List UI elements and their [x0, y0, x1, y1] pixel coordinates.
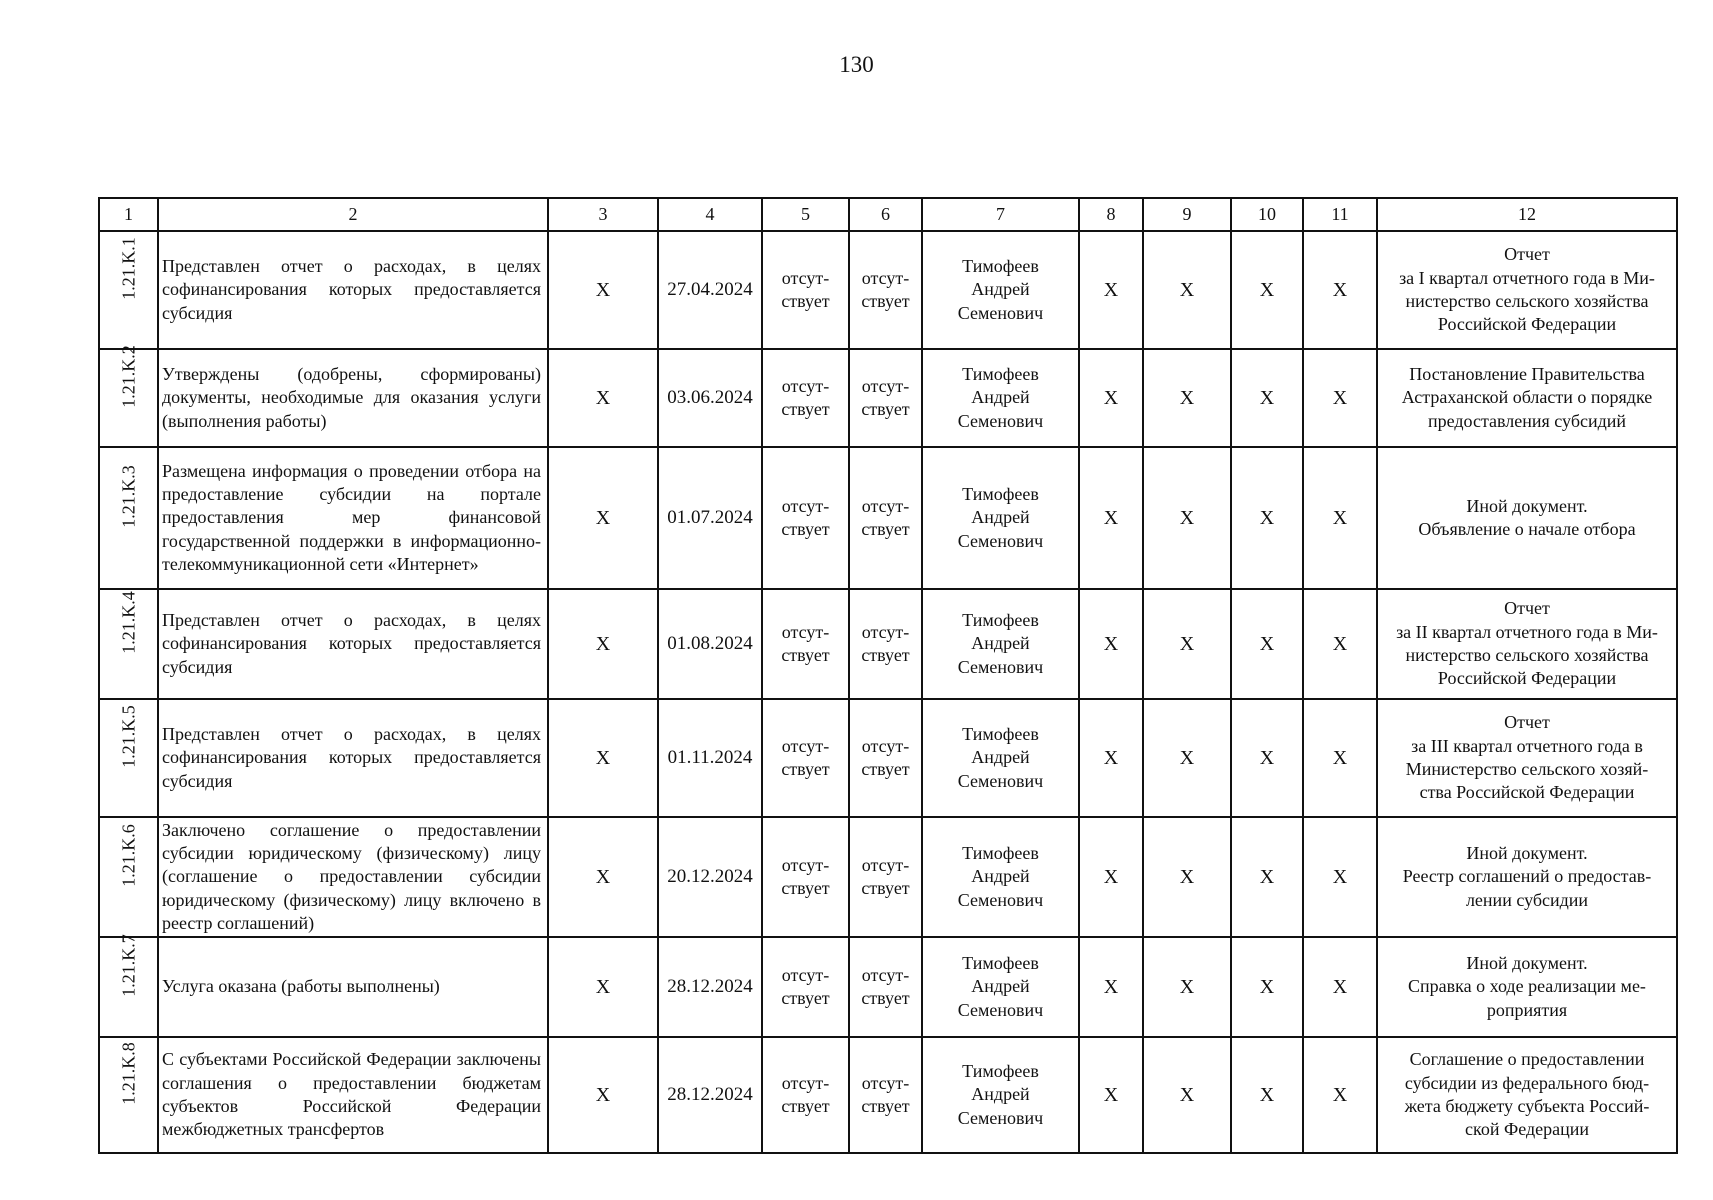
responsible-line: Андрей [971, 507, 1030, 528]
row-id-cell [99, 934, 158, 1037]
row-id: 1.21.K.4 [117, 591, 138, 654]
col9-cell: X [1143, 349, 1231, 447]
responsible-cell [922, 447, 1079, 589]
document-line: роприятия [1486, 999, 1568, 1020]
col11-cell: X [1303, 231, 1377, 349]
header-col-12: 12 [1377, 198, 1677, 231]
row-id-cell [99, 231, 158, 349]
document-line: нистерство сельского хозяйства [1405, 291, 1649, 311]
row-id: 1.21.K.1 [117, 237, 138, 300]
responsible-line: Семенович [957, 410, 1044, 431]
responsible-cell [922, 937, 1079, 1037]
col11-cell: X [1303, 349, 1377, 447]
responsible-line: Семенович [957, 770, 1044, 791]
header-col-2: 2 [158, 198, 548, 231]
table-row [99, 349, 1677, 447]
plan-table-container [98, 197, 1676, 1154]
responsible-line: Тимофеев [962, 842, 1039, 863]
col8-cell: X [1079, 447, 1143, 589]
description-cell: Услуга оказана (работы выполнены) [158, 937, 548, 1037]
col8-cell: X [1079, 349, 1143, 447]
col3-cell: X [548, 231, 658, 349]
responsible-line: Андрей [971, 633, 1030, 654]
date-cell: 27.04.2024 [658, 231, 762, 349]
col10-cell: X [1231, 1037, 1303, 1153]
document-line: Иной документ. [1466, 952, 1588, 973]
responsible-line: Андрей [971, 866, 1030, 887]
table-row [99, 937, 1677, 1037]
document-line: Постановление Правительства [1409, 363, 1645, 384]
col5-line: ствует [781, 988, 830, 1008]
table-body [99, 231, 1677, 1153]
col10-cell: X [1231, 231, 1303, 349]
responsible-line: Семенович [957, 530, 1044, 551]
document-cell [1377, 231, 1677, 349]
header-col-5: 5 [762, 198, 849, 231]
responsible-cell [922, 231, 1079, 349]
date-cell: 01.07.2024 [658, 447, 762, 589]
date-cell: 01.08.2024 [658, 589, 762, 699]
table-row [99, 817, 1677, 937]
document-line: Отчет [1504, 712, 1550, 733]
header-col-11: 11 [1303, 198, 1377, 231]
header-row [99, 198, 1677, 231]
col9-cell: X [1143, 699, 1231, 817]
table-row [99, 1037, 1677, 1153]
col5-line: отсут- [781, 267, 830, 288]
col5-line: отсут- [781, 621, 830, 642]
col8-cell: X [1079, 937, 1143, 1037]
col5-line: ствует [781, 645, 830, 665]
col6-cell [849, 447, 922, 589]
responsible-line: Семенович [957, 302, 1044, 323]
col5-cell [762, 231, 849, 349]
col11-cell: X [1303, 1037, 1377, 1153]
col3-cell: X [548, 447, 658, 589]
col6-line: ствует [861, 1096, 910, 1116]
col8-cell: X [1079, 589, 1143, 699]
col6-cell [849, 817, 922, 937]
plan-table [98, 197, 1678, 1154]
col6-line: ствует [861, 519, 910, 539]
col5-line: отсут- [781, 1072, 830, 1093]
col11-cell: X [1303, 817, 1377, 937]
responsible-cell [922, 817, 1079, 937]
col6-line: отсут- [861, 621, 910, 642]
document-cell [1377, 699, 1677, 817]
document-line: ства Российской Федерации [1419, 782, 1635, 803]
document-line: за I квартал отчетного года в Ми- [1399, 267, 1655, 288]
col3-cell: X [548, 589, 658, 699]
col6-line: отсут- [861, 735, 910, 756]
row-id: 1.21.K.3 [117, 465, 138, 528]
document-line: нистерство сельского хозяйства [1405, 645, 1649, 665]
col6-line: ствует [861, 988, 910, 1008]
responsible-cell [922, 349, 1079, 447]
responsible-line: Андрей [971, 976, 1030, 997]
page-number: 130 [839, 52, 874, 77]
col11-cell: X [1303, 447, 1377, 589]
col3-cell: X [548, 699, 658, 817]
document-line: лении субсидии [1465, 889, 1589, 910]
document-line: жета бюджету субъекта Россий- [1404, 1096, 1650, 1116]
responsible-line: Семенович [957, 999, 1044, 1020]
document-line: ской Федерации [1465, 1119, 1589, 1140]
col5-cell [762, 817, 849, 937]
row-id-cell [99, 1037, 158, 1153]
header-col-1: 1 [99, 198, 158, 231]
responsible-line: Семенович [957, 1107, 1044, 1128]
row-id: 1.21.K.6 [117, 824, 138, 887]
document-cell [1377, 817, 1677, 937]
col11-cell: X [1303, 699, 1377, 817]
responsible-line: Андрей [971, 279, 1030, 300]
col6-cell [849, 699, 922, 817]
col6-line: ствует [861, 399, 910, 419]
description-cell: Утверждены (одобрены, сформированы) документы, необходимые для оказания услуги (выполнения работы) [158, 349, 548, 447]
document-line: за II квартал отчетного года в Ми- [1396, 621, 1658, 642]
col6-line: отсут- [861, 495, 910, 516]
col6-line: ствует [861, 759, 910, 779]
col5-line: отсут- [781, 735, 830, 756]
header-col-8: 8 [1079, 198, 1143, 231]
col8-cell: X [1079, 699, 1143, 817]
description-cell: С субъектами Российской Федерации заключены соглашения о предоставлении бюджетам субъектов Российской Федерации межбюджетных трансфертов [158, 1037, 548, 1153]
description-cell: Представлен отчет о расходах, в целях софинансирования которых предоставляется субсидия [158, 589, 548, 699]
document-line: Соглашение о предоставлении [1409, 1049, 1645, 1070]
col8-cell: X [1079, 231, 1143, 349]
header-col-6: 6 [849, 198, 922, 231]
col10-cell: X [1231, 699, 1303, 817]
col3-cell: X [548, 349, 658, 447]
col6-line: отсут- [861, 1072, 910, 1093]
responsible-line: Тимофеев [962, 255, 1039, 276]
col6-cell [849, 349, 922, 447]
col10-cell: X [1231, 447, 1303, 589]
description-cell: Представлен отчет о расходах, в целях софинансирования которых предоставляется субсидия [158, 231, 548, 349]
col6-cell [849, 589, 922, 699]
document-cell [1377, 937, 1677, 1037]
document-line: Астраханской области о порядке [1401, 387, 1653, 408]
table-row [99, 589, 1677, 699]
col6-line: отсут- [861, 964, 910, 985]
col9-cell: X [1143, 817, 1231, 937]
col5-cell [762, 937, 849, 1037]
col9-cell: X [1143, 447, 1231, 589]
col6-line: отсут- [861, 267, 910, 288]
col8-cell: X [1079, 817, 1143, 937]
col6-cell [849, 937, 922, 1037]
col3-cell: X [548, 817, 658, 937]
col10-cell: X [1231, 349, 1303, 447]
document-cell [1377, 1037, 1677, 1153]
col9-cell: X [1143, 1037, 1231, 1153]
responsible-line: Андрей [971, 387, 1030, 408]
table-row [99, 447, 1677, 589]
date-cell: 20.12.2024 [658, 817, 762, 937]
col5-cell [762, 349, 849, 447]
header-col-7: 7 [922, 198, 1079, 231]
document-line: Отчет [1504, 598, 1550, 619]
responsible-line: Тимофеев [962, 952, 1039, 973]
row-id: 1.21.K.2 [117, 345, 138, 408]
col11-cell: X [1303, 937, 1377, 1037]
col8-cell: X [1079, 1037, 1143, 1153]
header-col-10: 10 [1231, 198, 1303, 231]
col6-line: отсут- [861, 375, 910, 396]
responsible-line: Андрей [971, 1084, 1030, 1105]
document-line: Российской Федерации [1437, 668, 1617, 689]
document-cell [1377, 447, 1677, 589]
row-id: 1.21.K.5 [117, 705, 138, 768]
row-id-cell [99, 447, 158, 589]
row-id-cell [99, 817, 158, 937]
row-id-cell [99, 589, 158, 699]
col5-cell [762, 589, 849, 699]
document-cell [1377, 349, 1677, 447]
header-col-3: 3 [548, 198, 658, 231]
table-row [99, 699, 1677, 817]
col10-cell: X [1231, 937, 1303, 1037]
header-col-9: 9 [1143, 198, 1231, 231]
row-id: 1.21.K.8 [117, 1042, 138, 1105]
col5-line: отсут- [781, 964, 830, 985]
col11-cell: X [1303, 589, 1377, 699]
responsible-line: Семенович [957, 656, 1044, 677]
col5-line: отсут- [781, 495, 830, 516]
date-cell: 28.12.2024 [658, 1037, 762, 1153]
document-line: предоставления субсидий [1427, 410, 1627, 431]
col3-cell: X [548, 937, 658, 1037]
document-cell [1377, 589, 1677, 699]
document-line: Объявление о начале отбора [1418, 519, 1636, 539]
responsible-line: Семенович [957, 889, 1044, 910]
col5-line: ствует [781, 878, 830, 898]
table-row [99, 231, 1677, 349]
col6-line: ствует [861, 878, 910, 898]
col3-cell: X [548, 1037, 658, 1153]
row-id: 1.21.K.7 [117, 934, 138, 997]
responsible-line: Тимофеев [962, 483, 1039, 504]
document-line: Министерство сельского хозяй- [1405, 759, 1649, 779]
document-line: Российской Федерации [1437, 314, 1617, 335]
responsible-cell [922, 699, 1079, 817]
responsible-line: Тимофеев [962, 1060, 1039, 1081]
responsible-line: Тимофеев [962, 363, 1039, 384]
col6-cell [849, 1037, 922, 1153]
document-line: Иной документ. [1466, 842, 1588, 863]
col5-cell [762, 699, 849, 817]
col5-cell [762, 447, 849, 589]
description-cell: Представлен отчет о расходах, в целях софинансирования которых предоставляется субсидия [158, 699, 548, 817]
row-id-cell [99, 699, 158, 817]
col9-cell: X [1143, 937, 1231, 1037]
document-line: Иной документ. [1466, 495, 1588, 516]
date-cell: 28.12.2024 [658, 937, 762, 1037]
row-id-cell [99, 345, 158, 447]
col5-line: ствует [781, 291, 830, 311]
col9-cell: X [1143, 231, 1231, 349]
col10-cell: X [1231, 589, 1303, 699]
col5-line: ствует [781, 519, 830, 539]
col5-line: отсут- [781, 854, 830, 875]
responsible-line: Андрей [971, 747, 1030, 768]
col6-line: отсут- [861, 854, 910, 875]
col6-line: ствует [861, 645, 910, 665]
document-line: Отчет [1504, 244, 1550, 265]
document-line: за III квартал отчетного года в [1411, 735, 1643, 756]
header-col-4: 4 [658, 198, 762, 231]
col6-line: ствует [861, 291, 910, 311]
document-line: Справка о ходе реализации ме- [1408, 976, 1646, 997]
col5-line: ствует [781, 759, 830, 779]
col5-cell [762, 1037, 849, 1153]
description-cell: Заключено соглашение о предоставлении субсидии юридическому (физическому) лицу (соглашение о предоставлении субсидии юридическому (физическому) лицу включено в реестр соглашений) [158, 817, 548, 937]
col9-cell: X [1143, 589, 1231, 699]
date-cell: 03.06.2024 [658, 349, 762, 447]
responsible-line: Тимофеев [962, 723, 1039, 744]
responsible-line: Тимофеев [962, 609, 1039, 630]
col5-line: ствует [781, 399, 830, 419]
document-line: Реестр соглашений о предостав- [1402, 866, 1652, 887]
description-cell: Размещена информация о проведении отбора на предоставление субсидии на портале предоставления мер финансовой государственной поддержки в информационно-телекоммуникационной сети «Интернет» [158, 447, 548, 589]
responsible-cell [922, 589, 1079, 699]
col5-line: отсут- [781, 375, 830, 396]
date-cell: 01.11.2024 [658, 699, 762, 817]
document-line: субсидии из федерального бюд- [1404, 1072, 1650, 1093]
col6-cell [849, 231, 922, 349]
responsible-cell [922, 1037, 1079, 1153]
col10-cell: X [1231, 817, 1303, 937]
col5-line: ствует [781, 1096, 830, 1116]
